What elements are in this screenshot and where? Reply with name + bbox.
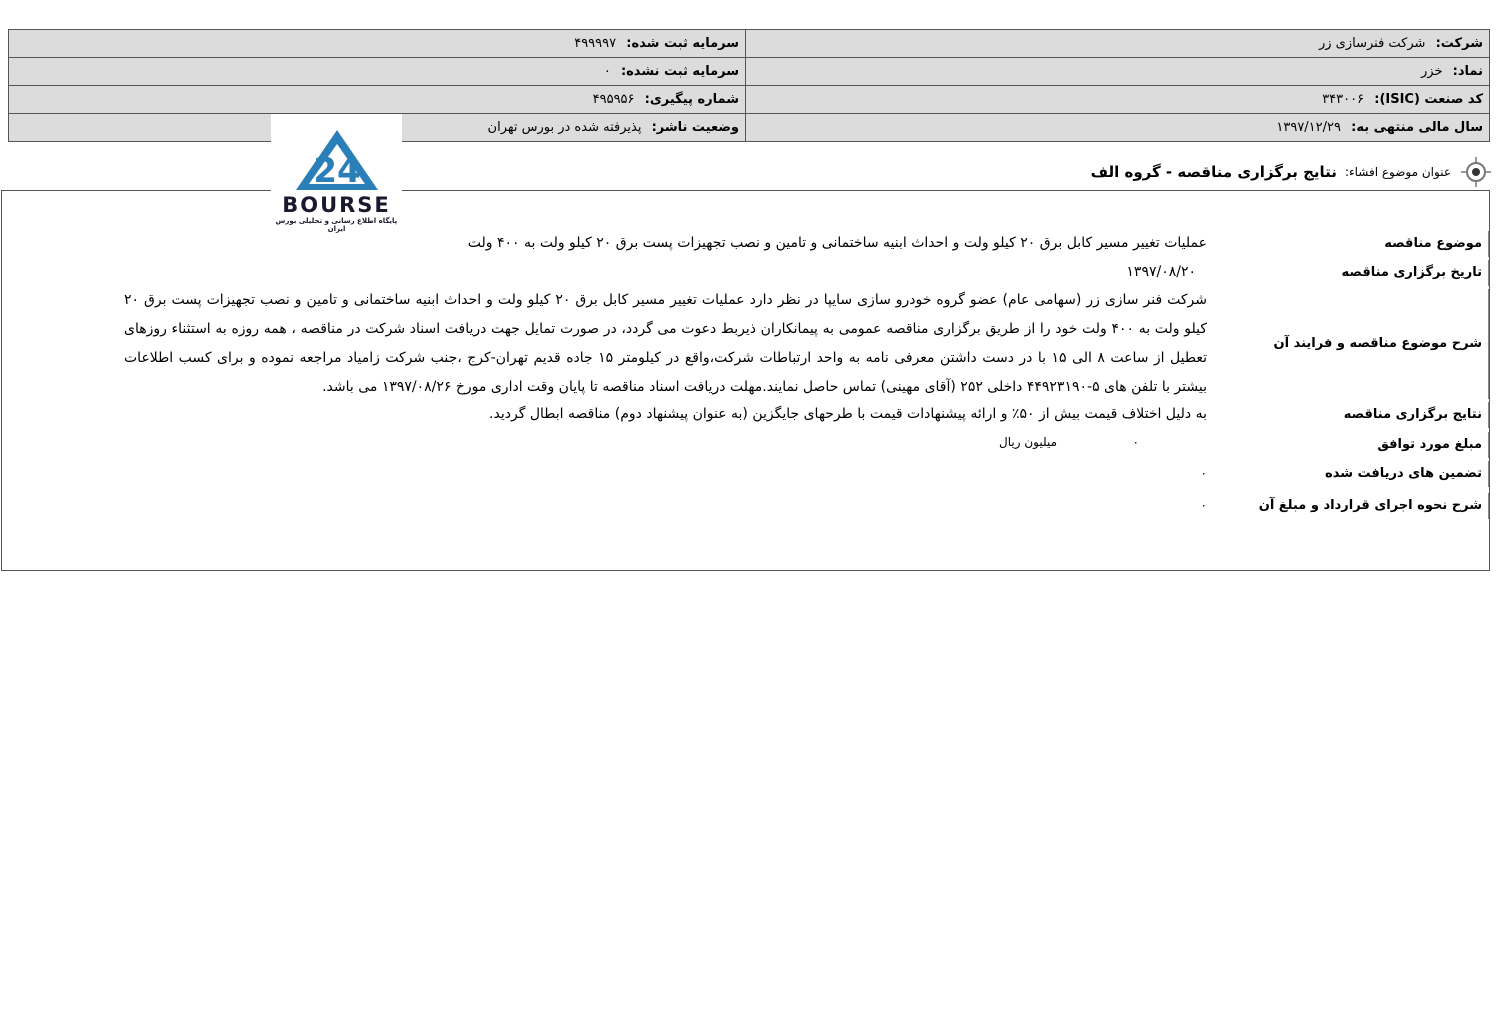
contract-execution-value: ۰: [1200, 498, 1207, 512]
guarantees-value: ۰: [1200, 466, 1207, 480]
logo-brand: BOURSE: [282, 193, 391, 217]
unregistered-capital-label: سرمایه ثبت نشده:: [620, 64, 739, 79]
subject-caption: عنوان موضوع افشاء:: [1344, 165, 1451, 179]
tender-date-value: ۱۳۹۷/۰۸/۲۰: [1126, 264, 1196, 280]
tracking-number-cell: [9, 86, 746, 114]
company-info-table: [8, 29, 1490, 142]
company-value: شرکت فنرسازی زر: [1318, 36, 1426, 51]
fiscal-year-value: ۱۳۹۷/۱۲/۲۹: [1276, 120, 1341, 135]
svg-text:24: 24: [312, 151, 361, 191]
tracking-number-label: شماره پیگیری:: [644, 92, 739, 107]
agreed-amount-label: مبلغ مورد توافق: [1219, 432, 1489, 458]
disclosure-subject: [1091, 156, 1491, 188]
subject-title: نتایج برگزاری مناقصه - گروه الف: [1090, 163, 1337, 181]
guarantees-label: تضمین های دریافت شده: [1219, 461, 1489, 487]
tender-description-value: شرکت فنر سازی زر (سهامی عام) عضو گروه خودرو سازی سایپا در نظر دارد عملیات تغییر مسیر کابل برق ۲۰ کیلو ولت و احداث ابنیه ساختمانی و تامین و نصب تجهیزات پست برق ۲۰ کیلو ولت به ۴۰۰ ولت خود را از طریق برگزاری مناقصه عمومی به پیمانکاران ذیربط دعوت می گردد، در صورت تمایل جهت دریافت اسناد شرکت در مناقصه ، همه روزه به استثناء روزهای تعطیل از ساعت ۸ الی ۱۵ با در دست داشتن معرفی نامه به واحد ارتباطات شرکت،واقع در کیلومتر ۱۵ جاده قدیم تهران-کرج ،جنب شرکت زامیاد مراجعه نموده و برای کسب اطلاعات بیشتر با تلفن های ۵-۴۴۹۲۳۱۹۰ داخلی ۲۵۲ (آقای مهینی) تماس حاصل نمایند.مهلت دریافت اسناد مناقصه تا پایان وقت اداری مورخ ۱۳۹۷/۰۸/۲۶ می باشد.: [124, 292, 1208, 395]
tender-subject-value: عملیات تغییر مسیر کابل برق ۲۰ کیلو ولت و احداث ابنیه ساختمانی و تامین و نصب تجهیزات پست برق ۲۰ کیلو ولت به ۴۰۰ ولت: [467, 235, 1207, 251]
industry-code-cell: [746, 86, 1490, 114]
logo-triangle-icon: [294, 128, 380, 192]
symbol-cell: [746, 58, 1490, 86]
symbol-label: نماد:: [1452, 64, 1483, 79]
publisher-status-value: پذیرفته شده در بورس تهران: [487, 120, 642, 135]
industry-code-value: ۳۴۳۰۰۶: [1322, 92, 1365, 107]
tender-date-label: تاریخ برگزاری مناقصه: [1219, 260, 1489, 286]
registered-capital-label: سرمایه ثبت شده:: [626, 36, 739, 51]
target-icon: [1461, 157, 1491, 187]
contract-execution-label: شرح نحوه اجرای قرارداد و مبلغ آن: [1219, 493, 1489, 519]
registered-capital-value: ۴۹۹۹۹۷: [574, 36, 617, 51]
tracking-number-value: ۴۹۵۹۵۶: [592, 92, 635, 107]
tender-description-label: شرح موضوع مناقصه و فرایند آن: [1219, 289, 1489, 399]
agreed-amount-value: ۰: [1132, 435, 1139, 449]
fiscal-year-cell: [746, 114, 1490, 142]
unregistered-capital-cell: [9, 58, 746, 86]
tender-details: [1, 190, 1490, 571]
symbol-value: خزر: [1421, 64, 1443, 79]
fiscal-year-label: سال مالی منتهی به:: [1351, 120, 1483, 135]
logo-tagline: پایگاه اطلاع رسانی و تحلیلی بورس ایران: [275, 217, 398, 233]
registered-capital-cell: [9, 30, 746, 58]
company-cell: [746, 30, 1490, 58]
tender-results-value: به دلیل اختلاف قیمت بیش از ۵۰٪ و ارائه پیشنهادات قیمت با طرحهای جایگزین (به عنوان پیشنهاد دوم) مناقصه ابطال گردید.: [489, 406, 1207, 422]
unregistered-capital-value: ۰: [603, 64, 611, 79]
bourse24-logo: [271, 114, 402, 236]
company-label: شرکت:: [1435, 36, 1483, 51]
tender-results-label: نتایج برگزاری مناقصه: [1219, 402, 1489, 428]
industry-code-label: کد صنعت (ISIC):: [1374, 92, 1483, 107]
tender-subject-label: موضوع مناقصه: [1219, 231, 1489, 257]
agreed-amount-unit: میلیون ریال: [999, 435, 1057, 449]
publisher-status-label: وضعیت ناشر:: [651, 120, 739, 135]
